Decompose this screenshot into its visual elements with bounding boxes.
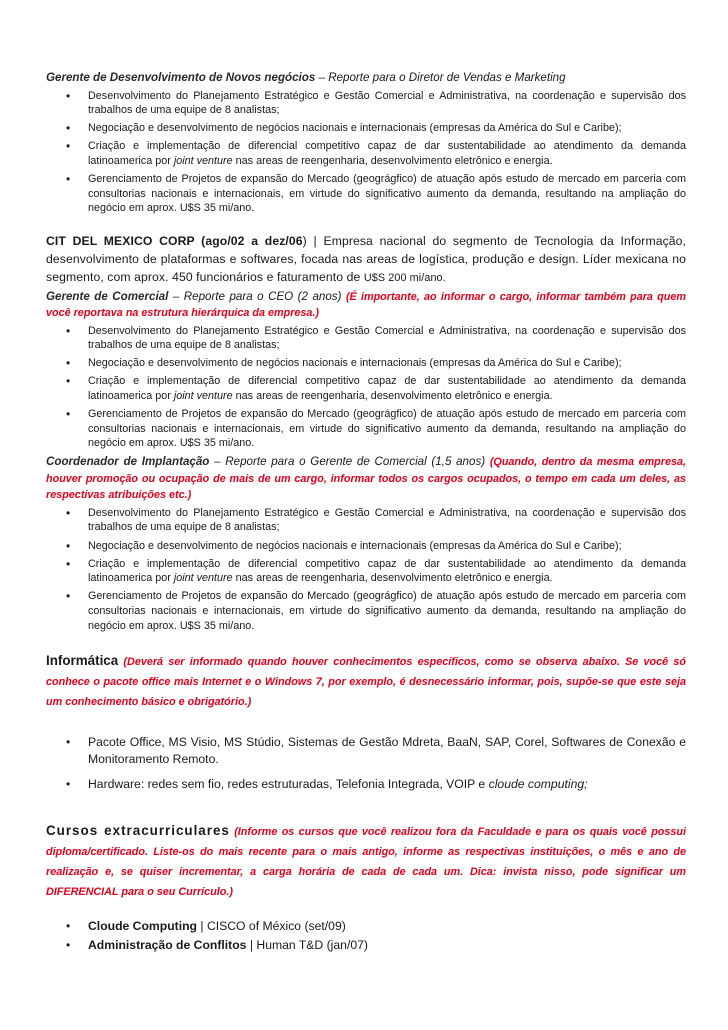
resume-page (46, 70, 686, 962)
list-item-text: nas areas de reengenharia, desenvolvimento eletrônico e energia. (232, 390, 553, 403)
list-item-text: Hardware: redes sem fio, redes estruturadas, Telefonia Integrada, VOIP e (88, 776, 489, 791)
role-heading-new-business (46, 70, 686, 87)
courses-list (46, 918, 686, 954)
list-item: • Negociação e desenvolvimento de negócios nacionais e internacionais (empresas da América do Sul e Caribe); (88, 356, 686, 371)
list-item-text: Criação e implementação de diferencial competitivo capaz de dar sustentabilidade ao atendimento da demanda latinoamerica por (88, 375, 686, 403)
list-item (88, 557, 686, 586)
list-item (88, 918, 686, 935)
list-item: • Desenvolvimento do Planejamento Estratégico e Gestão Comercial e Administrativa, na coordenação e supervisão dos trabalhos de uma equipe de 8 analistas; (88, 506, 686, 535)
role-title: Gerente de Desenvolvimento de Novos negócios (46, 71, 316, 84)
list-item-text: Criação e implementação de diferencial competitivo capaz de dar sustentabilidade ao atendimento da demanda latinoamerica por (88, 557, 686, 585)
list-item: • Desenvolvimento do Planejamento Estratégico e Gestão Comercial e Administrativa, na coordenação e supervisão dos trabalhos de uma equipe de 8 analistas; (88, 324, 686, 353)
list-item: • Gerenciamento de Projetos de expansão do Mercado (geográgfico) de atuação após estudo de mercado em parceria com consultorias nacionais e internacionais, em virtude do significativo aumento da demanda, resultando na ampliação do negócio em aprox. U$S 35 mi/ano. (88, 172, 686, 216)
course-name: Cloude Computing (88, 918, 197, 933)
list-item: • Pacote Office, MS Visio, MS Stúdio, Sistemas de Gestão Mdreta, BaaN, SAP, Corel, Softwares de Conexão e Monitoramento Remoto. (88, 734, 686, 768)
section-cursos (46, 821, 686, 902)
role-duties-list (46, 506, 686, 633)
instruction-note: (Informe os cursos que você realizou fora da Faculdade e para os quais você possui diploma/certificado. Liste-os do mais recente para o mais antigo, informe as respectivas instituições, o mês e ano de realização e, se quiser incrementar, a carga horária de cada de cada um. Dica: invista nisso, pode significar um DIFERENCIAL para o seu Currículo.) (46, 825, 686, 898)
instruction-note: (Quando, dentro da mesma empresa, houver promoção ou ocupação de mais de um cargo, informar todos os cargos ocupados, o tempo em cada um deles, as respectivas atribuições etc.) (46, 456, 686, 502)
list-item: • Gerenciamento de Projetos de expansão do Mercado (geográgfico) de atuação após estudo de mercado em parceria com consultorias nacionais e internacionais, em virtude do significativo aumento da demanda, resultando na ampliação do negócio em aprox. U$S 35 mi/ano. (88, 407, 686, 451)
section-informatica (46, 651, 686, 712)
list-item: • Gerenciamento de Projetos de expansão do Mercado (geográgfico) de atuação após estudo de mercado em parceria com consultorias nacionais e internacionais, em virtude do significativo aumento da demanda, resultando na ampliação do negócio em aprox. U$S 35 mi/ano. (88, 589, 686, 633)
company-description (46, 233, 686, 287)
course-details: | Human T&D (jan/07) (246, 937, 368, 952)
list-item (88, 374, 686, 403)
instruction-note: (É importante, ao informar o cargo, informar também para quem você reportava na estrutura hierárquica da empresa.) (46, 290, 686, 320)
role-report-line: – Reporte para o Diretor de Vendas e Marketing (315, 71, 566, 84)
list-item-emphasis: joint venture (173, 572, 233, 585)
list-item (88, 776, 686, 793)
list-item: • Negociação e desenvolvimento de negócios nacionais e internacionais (empresas da América do Sul e Caribe); (88, 539, 686, 554)
role-heading-commercial (46, 289, 686, 322)
list-item-text: nas areas de reengenharia, desenvolvimento eletrônico e energia. (232, 572, 553, 585)
role-duties-list (46, 89, 686, 216)
role-title: Gerente de Comercial (46, 289, 169, 303)
role-title: Coordenador de Implantação (46, 455, 210, 469)
company-name: CIT DEL MEXICO CORP (ago/02 a dez/06 (46, 234, 303, 249)
course-details: | CISCO of México (set/09) (197, 918, 346, 933)
role-report-line: – Reporte para o CEO (2 anos) (168, 289, 346, 303)
role-duties-list (46, 324, 686, 451)
list-item: • Desenvolvimento do Planejamento Estratégico e Gestão Comercial e Administrativa, na coordenação e supervisão dos trabalhos de uma equipe de 8 analistas; (88, 89, 686, 118)
list-item-emphasis: joint venture (173, 154, 233, 167)
list-item (88, 937, 686, 954)
company-revenue: U$S 200 mi/ano. (363, 271, 446, 284)
list-item: • Negociação e desenvolvimento de negócios nacionais e internacionais (empresas da América do Sul e Caribe); (88, 121, 686, 136)
skills-list (46, 734, 686, 793)
list-item-text: nas areas de reengenharia, desenvolvimento eletrônico e energia. (232, 154, 553, 167)
list-item-emphasis: joint venture (173, 390, 233, 403)
course-name: Administração de Conflitos (88, 937, 247, 952)
list-item-text: Criação e implementação de diferencial competitivo capaz de dar sustentabilidade ao atendimento da demanda latinoamerica por (88, 140, 686, 167)
section-title: Informática (46, 652, 119, 668)
role-heading-implementation (46, 454, 686, 504)
role-report-line: – Reporte para o Gerente de Comercial (1,5 anos) (209, 455, 490, 469)
list-item-emphasis: cloude computing; (488, 776, 588, 791)
company-text: ) | Empresa nacional do segmento de Tecnologia da Informação, desenvolvimento de plataformas e softwares, focada nas areas de logística, produção e design. Líder mexicana no segmento, com aprox. 450 funcionários e faturamento de (46, 234, 687, 284)
section-title: Cursos extracurriculares (46, 822, 230, 838)
list-item (88, 139, 686, 168)
instruction-note: (Deverá ser informado quando houver conhecimentos específicos, como se observa abaixo. Se você só conhece o pacote office mais Internet e o Windows 7, por exemplo, é desnecessário informar, pois, supõe-se que este seja um conhecimento básico e obrigatório.) (46, 655, 686, 708)
